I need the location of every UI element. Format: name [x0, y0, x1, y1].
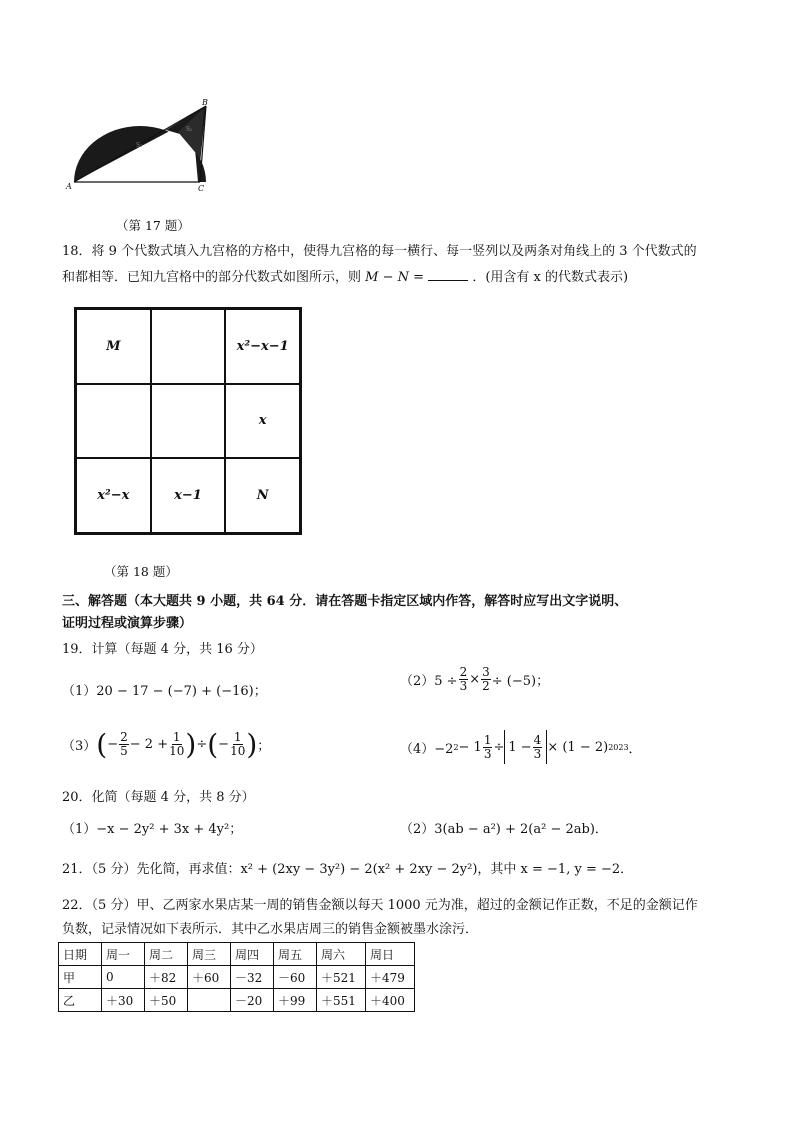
frac-num: 1	[172, 730, 181, 745]
times-sign: ×	[469, 671, 481, 687]
q20-part2: （2）3(ab − a²) + 2(a² − 2ab)．	[400, 822, 608, 837]
table-cell: 周三	[188, 943, 231, 966]
table-cell: 周一	[102, 943, 145, 966]
q21-text: 21．（5 分）先化简，再求值：x² + (2xy − 3y²) − 2(x² + 2xy − 2y²)，其中 x = −1, y = −2．	[62, 862, 634, 877]
table-cell: 周日	[366, 943, 415, 966]
grid-cell: x	[225, 384, 300, 459]
divide-sign: ÷	[493, 739, 505, 755]
q18-blank	[428, 280, 468, 281]
q19-part4	[400, 730, 642, 764]
table-cell: ＋400	[366, 989, 415, 1012]
grid-cell	[151, 309, 226, 384]
q18-line2	[62, 266, 628, 285]
table-cell: －32	[231, 966, 274, 989]
frac-den: 2	[482, 678, 490, 693]
minus: −	[107, 737, 119, 752]
q18-line1: 18．将 9 个代数式填入九宫格的方格中，使得九宫格的每一横行、每一竖列以及两条对角线上的 3 个代数式的	[62, 244, 697, 259]
period: ．	[628, 741, 642, 757]
fraction	[230, 731, 245, 757]
table-cell: ＋479	[366, 966, 415, 989]
table-cell: ＋82	[145, 966, 188, 989]
table-cell: 周二	[145, 943, 188, 966]
frac-num: 1	[233, 730, 242, 745]
grid-cell	[151, 384, 226, 459]
frac-num: 1	[483, 732, 492, 747]
table-cell: ＋50	[145, 989, 188, 1012]
fraction	[119, 731, 129, 757]
grid-cell: x−1	[151, 458, 226, 533]
semicolon: ；	[257, 739, 271, 754]
grid-cell	[76, 384, 151, 459]
q19-p2-label: （2）5 ÷	[400, 673, 458, 689]
table-cell: ＋60	[188, 966, 231, 989]
q18-expr: M − N =	[365, 270, 425, 285]
q19-p4-label: （4）−2	[400, 741, 454, 757]
table-cell	[188, 989, 231, 1012]
q22-line2: 负数，记录情况如下表所示．其中乙水果店周三的销售金额被墨水涂污．	[62, 922, 479, 937]
table-row	[59, 989, 415, 1012]
figure-17	[66, 98, 216, 196]
frac-den: 5	[120, 744, 128, 758]
section3-line1: 三、解答题（本大题共 9 小题，共 64 分．请在答题卡指定区域内作答，解答时应写出文字说明、	[62, 594, 628, 609]
frac-num: 2	[120, 730, 128, 745]
table-cell: ＋551	[317, 989, 366, 1012]
q19-p3-mid: − 2 +	[129, 737, 169, 752]
label-s2: S₂	[186, 126, 193, 133]
q19-part2	[400, 666, 549, 692]
grid-cell: x²−x−1	[225, 309, 300, 384]
grid-cell: M	[76, 309, 151, 384]
table-cell: －60	[274, 966, 317, 989]
table-cell: 周六	[317, 943, 366, 966]
paren-close: )	[246, 728, 258, 761]
fraction	[533, 734, 543, 760]
frac-num: 2	[459, 665, 468, 679]
superscript: 2023	[608, 742, 629, 752]
table-cell: ＋99	[274, 989, 317, 1012]
label-c: C	[198, 184, 205, 193]
grid-cell: N	[225, 458, 300, 533]
table-cell: 甲	[59, 966, 102, 989]
frac-den: 3	[459, 678, 468, 693]
q19-p2-tail: ÷ (−5)；	[491, 673, 550, 689]
frac-den: 3	[533, 746, 542, 761]
table-cell: 周五	[274, 943, 317, 966]
frac-num: 4	[533, 732, 542, 747]
table-cell: ＋521	[317, 966, 366, 989]
q19-part3	[62, 728, 270, 761]
q19-p4-tail: × (1 − 2)	[547, 739, 609, 755]
q20-header: 20．化简（每题 4 分，共 8 分）	[62, 790, 255, 805]
magic-square-grid	[74, 307, 302, 535]
fraction	[481, 666, 491, 692]
minus: −	[218, 737, 230, 752]
absolute-value	[504, 730, 547, 764]
caption-17: （第 17 题）	[116, 218, 190, 233]
superscript: 2	[453, 742, 459, 752]
frac-den: 10	[230, 744, 246, 758]
frac-den: 3	[483, 746, 492, 761]
q19-p4-mixed: − 1	[458, 739, 482, 755]
table-cell: 乙	[59, 989, 102, 1012]
divide-sign: ÷	[196, 737, 208, 752]
grid-cell: x²−x	[76, 458, 151, 533]
q18-line2-post: ．(用含有 x 的代数式表示)	[472, 270, 629, 285]
table-cell: 日期	[59, 943, 102, 966]
table-cell: 周四	[231, 943, 274, 966]
paren-close: )	[185, 728, 197, 761]
abs-inner: 1 −	[508, 739, 532, 755]
fraction	[169, 731, 184, 757]
q22-line1: 22．（5 分）甲、乙两家水果店某一周的销售金额以每天 1000 元为准，超过的金额记作正数，不足的金额记作	[62, 898, 698, 913]
paren-open: (	[207, 728, 219, 761]
q20-part1: （1）−x − 2y² + 3x + 4y²；	[62, 822, 243, 837]
label-a: A	[66, 182, 72, 191]
fraction	[483, 734, 493, 760]
table-row	[59, 943, 415, 966]
table-row	[59, 966, 415, 989]
table-cell: ＋30	[102, 989, 145, 1012]
q18-line2-pre: 和都相等．已知九宫格中的部分代数式如图所示，则	[62, 270, 362, 285]
q19-p3-label: （3）	[62, 739, 97, 754]
frac-num: 3	[482, 665, 490, 679]
table-cell: 0	[102, 966, 145, 989]
fraction	[459, 666, 469, 692]
sales-table	[58, 942, 415, 1012]
table-cell: －20	[231, 989, 274, 1012]
label-b: B	[202, 98, 208, 107]
label-s1: S₁	[136, 142, 143, 149]
q19-part1: （1）20 − 17 − (−7) + (−16)；	[62, 684, 267, 699]
caption-18: （第 18 题）	[104, 564, 178, 579]
frac-den: 10	[169, 744, 185, 758]
paren-open: (	[96, 728, 108, 761]
sales-table-wrap	[58, 942, 415, 1012]
q19-header: 19．计算（每题 4 分，共 16 分）	[62, 642, 263, 657]
section3-line2: 证明过程或演算步骤）	[62, 616, 193, 631]
